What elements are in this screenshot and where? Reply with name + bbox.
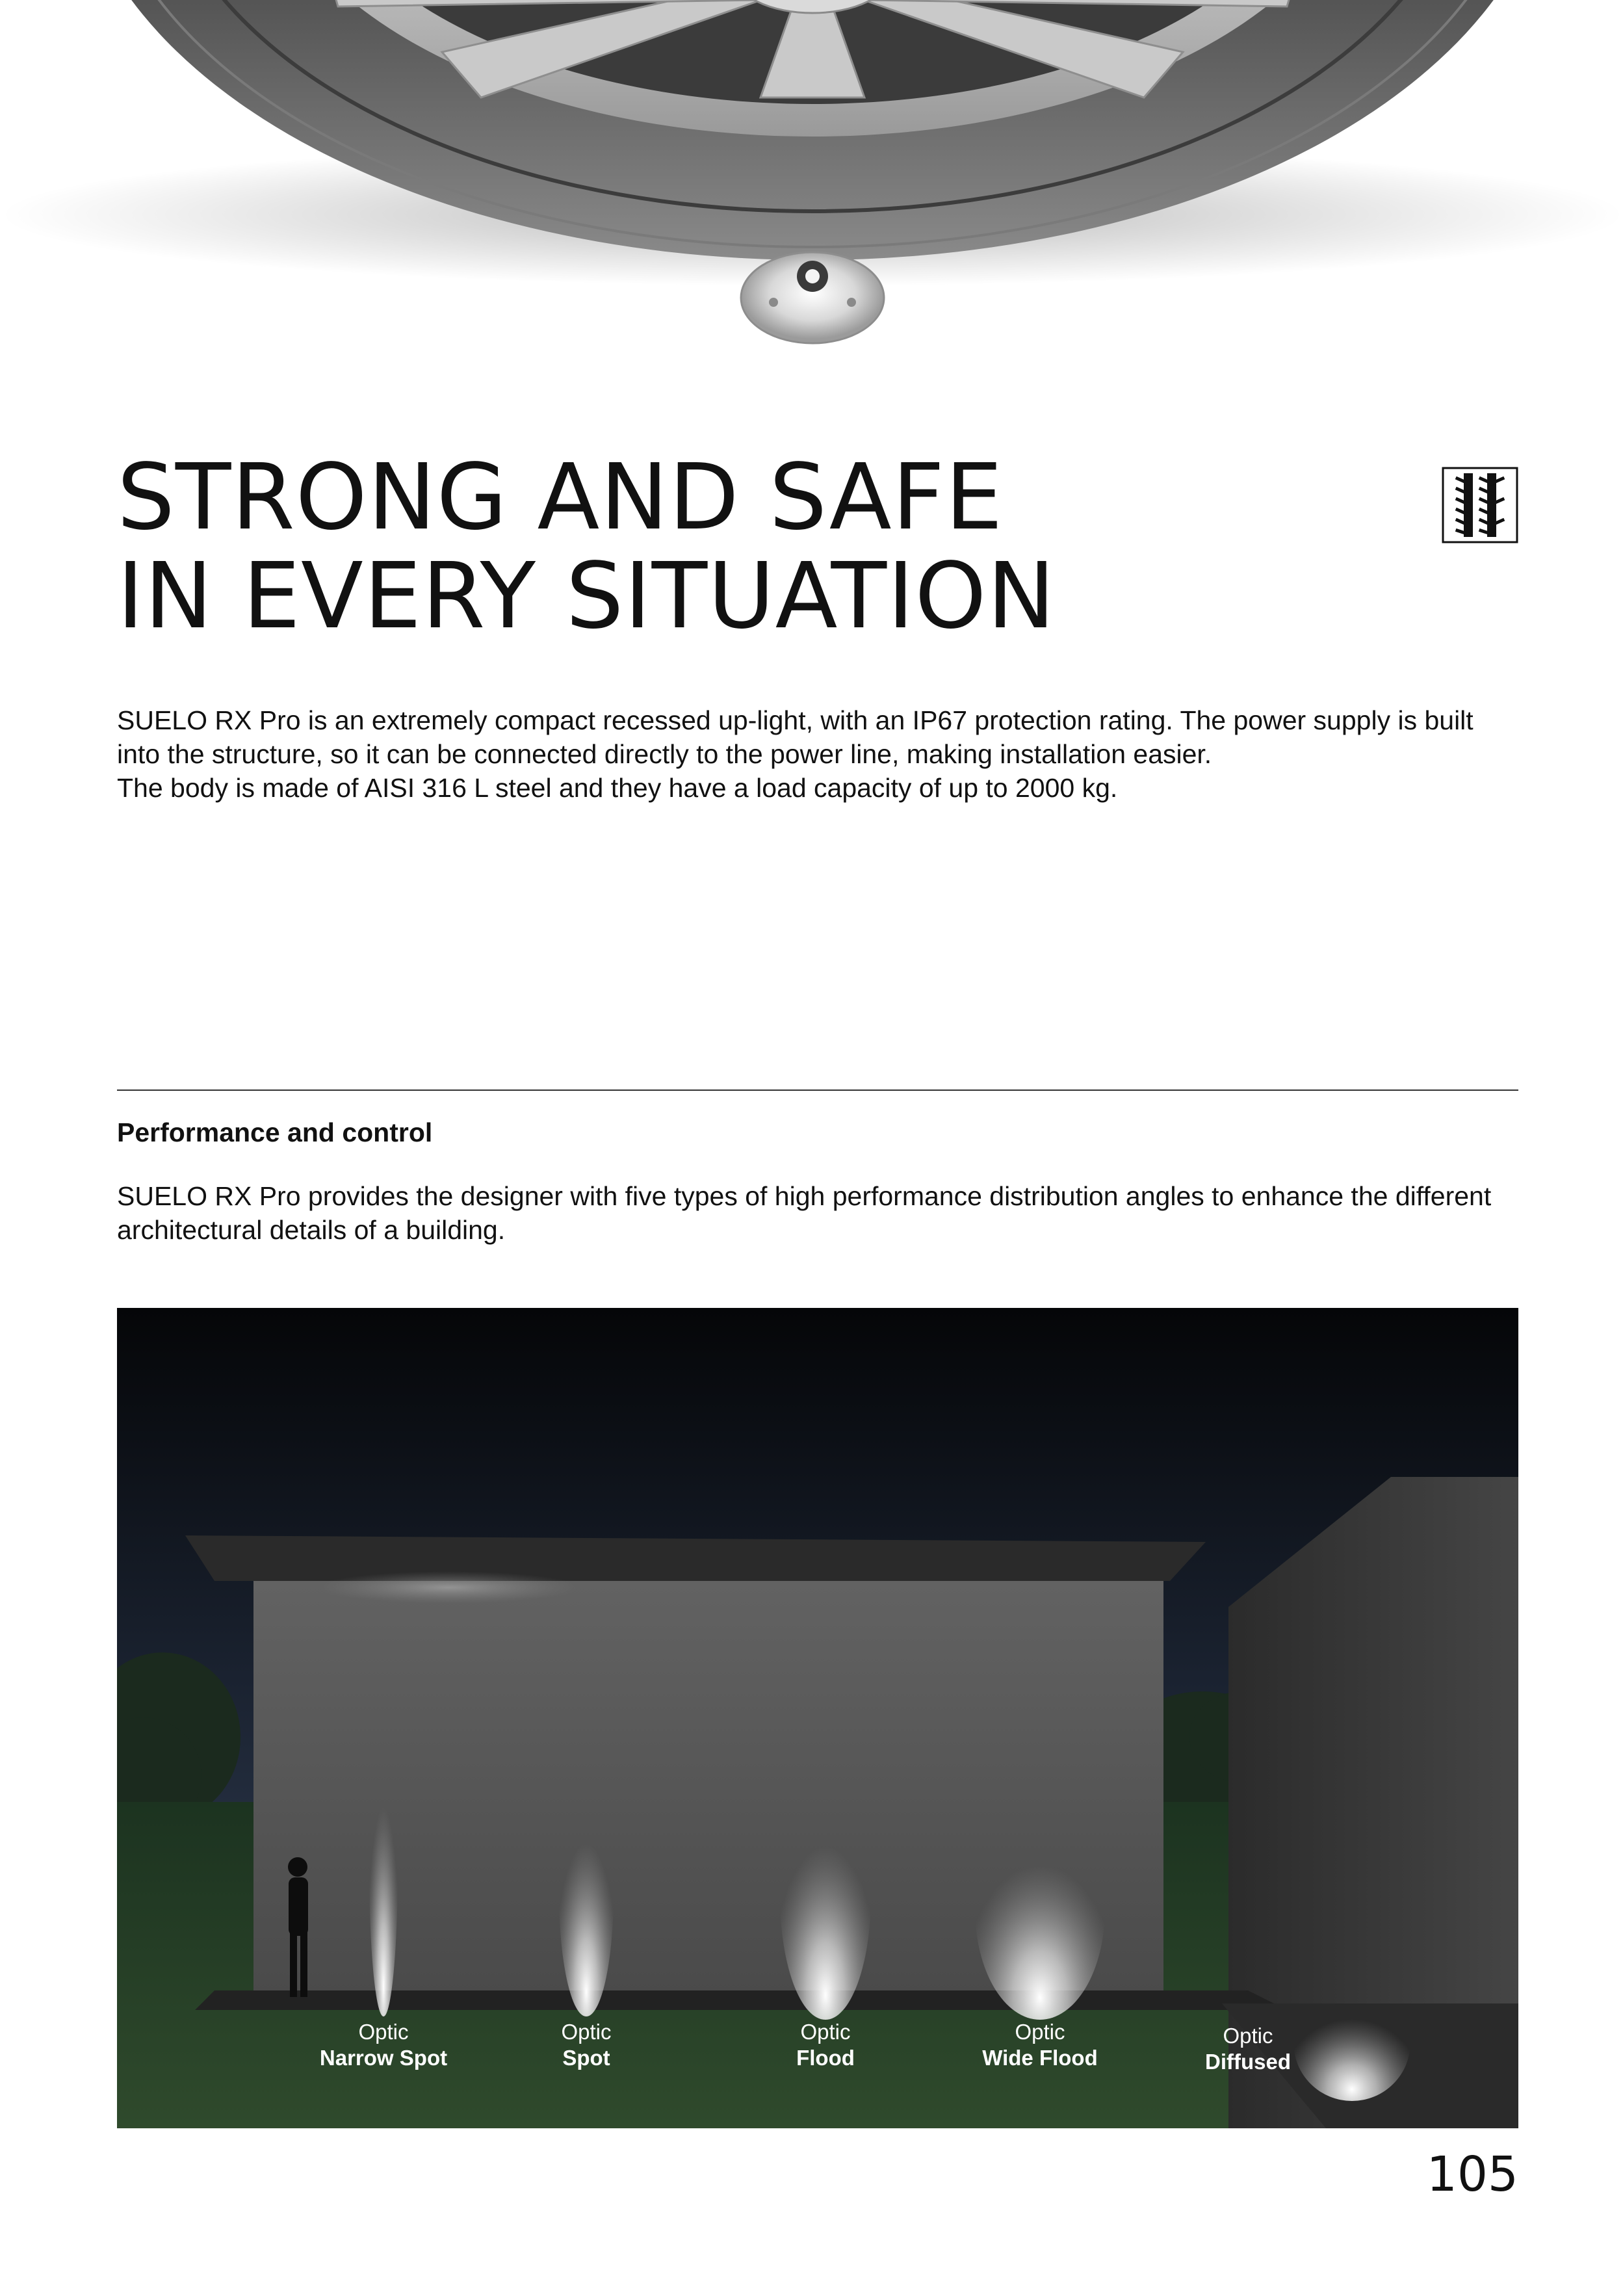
tyre-tread-icon — [1442, 467, 1518, 543]
performance-paragraph — [117, 1179, 1521, 1247]
optic-label-prefix: Optic — [561, 2020, 612, 2044]
optic-label-prefix: Optic — [1015, 2020, 1065, 2044]
optic-label-diffused — [1150, 2023, 1345, 2075]
optic-name: Flood — [796, 2046, 855, 2070]
optic-label-prefix: Optic — [800, 2020, 851, 2044]
optic-label-narrow-spot — [286, 2019, 481, 2071]
optic-name: Spot — [562, 2046, 610, 2070]
optic-label-prefix: Optic — [1223, 2024, 1273, 2048]
page-title-line-2: IN EVERY SITUATION — [117, 543, 1056, 649]
hero-wheel-illustration — [0, 0, 1623, 364]
optic-label-wide-flood — [942, 2019, 1137, 2071]
optic-label-spot — [489, 2019, 684, 2071]
optic-name: Narrow Spot — [319, 2046, 448, 2070]
page-number: 105 — [1426, 2146, 1518, 2202]
performance-line-2: architectural details of a building. — [117, 1215, 506, 1245]
optic-label-flood — [728, 2019, 923, 2071]
optic-name: Wide Flood — [982, 2046, 1098, 2070]
intro-line-1: SUELO RX Pro is an extremely compact recessed up-light, with an IP67 protection rating. The power supply is built — [117, 705, 1474, 735]
performance-line-1: SUELO RX Pro provides the designer with five types of high performance distribution angles to enhance the different — [117, 1181, 1492, 1211]
optic-name: Diffused — [1205, 2050, 1291, 2074]
section-divider — [117, 1089, 1518, 1091]
page-title — [117, 445, 1352, 649]
intro-line-3: The body is made of AISI 316 L steel and they have a load capacity of up to 2000 kg. — [117, 773, 1118, 803]
intro-paragraph — [117, 703, 1521, 805]
section-heading: Performance and control — [117, 1117, 433, 1147]
intro-line-2: into the structure, so it can be connected directly to the power line, making installation easier. — [117, 739, 1212, 769]
optic-label-prefix: Optic — [358, 2020, 409, 2044]
night-facade-render — [117, 1308, 1518, 2128]
page-title-line-1: STRONG AND SAFE — [117, 445, 1004, 551]
